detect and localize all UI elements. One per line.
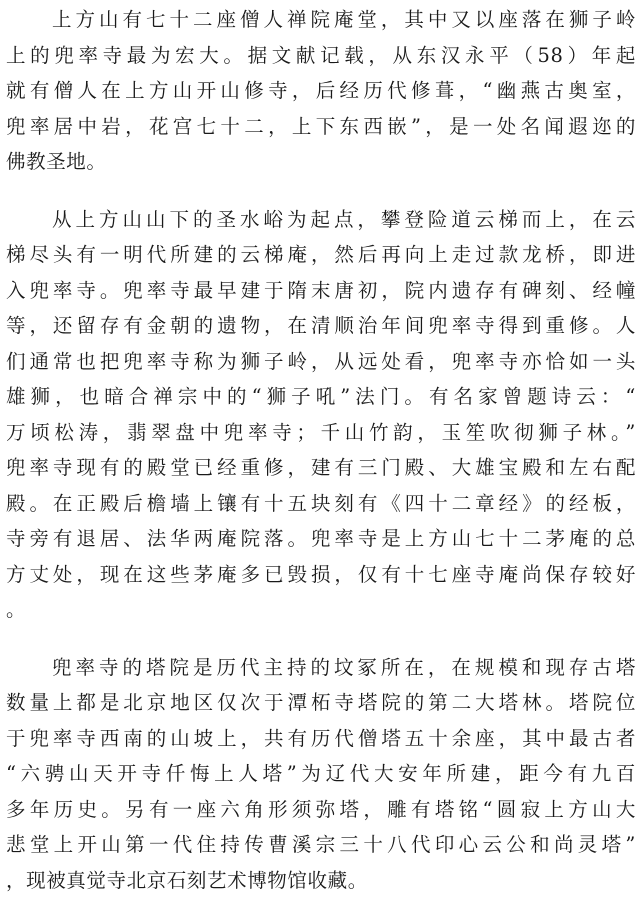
text-line: 从上方山山下的圣水峪为起点，攀登险道云梯而上，在云: [6, 202, 636, 238]
text-line: 等，还留存有金朝的遗物，在清顺治年间兜率寺得到重修。人: [6, 308, 636, 344]
text-line: 兜率居中岩，花宫七十二，上下东西嵌”，是一处名闻遐迩的: [6, 109, 636, 145]
text-line: 悲堂上开山第一代住持传曹溪宗三十八代印心云公和尚灵塔”: [6, 827, 636, 863]
text-line: 入兜率寺。兜率寺最早建于隋末唐初，院内遗存有碑刻、经幢: [6, 273, 636, 309]
paragraph-1: [6, 2, 636, 180]
text-line: 殿。在正殿后檐墙上镶有十五块刻有《四十二章经》的经板，: [6, 486, 636, 522]
text-line: “六骋山天开寺仟悔上人塔”为辽代大安年所建，距今有九百: [6, 756, 636, 792]
text-line: 上的兜率寺最为宏大。据文献记载，从东汉永平（58）年起: [6, 38, 636, 74]
text-line: 就有僧人在上方山开山修寺，后经历代修葺，“幽燕古奥室，: [6, 73, 636, 109]
text-line: 万顷松涛，翡翠盘中兜率寺；千山竹韵，玉笙吹彻狮子林。”: [6, 415, 636, 451]
paragraph-3: [6, 650, 636, 898]
text-line: 寺旁有退居、法华两庵院落。兜率寺是上方山七十二茅庵的总: [6, 521, 636, 557]
text-line: 兜率寺的塔院是历代主持的坟冢所在，在规模和现存古塔: [6, 650, 636, 686]
text-line: 于兜率寺西南的山坡上，共有历代僧塔五十余座，其中最古者: [6, 721, 636, 757]
text-line: 多年历史。另有一座六角形须弥塔，雕有塔铭“圆寂上方山大: [6, 792, 636, 828]
paragraph-2: [6, 202, 636, 628]
text-line: 方丈处，现在这些茅庵多已毁损，仅有十七座寺庵尚保存较好: [6, 557, 636, 593]
text-line: 们通常也把兜率寺称为狮子岭，从远处看，兜率寺亦恰如一头: [6, 344, 636, 380]
text-line: 上方山有七十二座僧人禅院庵堂，其中又以座落在狮子岭: [6, 2, 636, 38]
text-line: 兜率寺现有的殿堂已经重修，建有三门殿、大雄宝殿和左右配: [6, 450, 636, 486]
text-line: 。: [6, 592, 636, 628]
text-line: ，现被真觉寺北京石刻艺术博物馆收藏。: [6, 863, 636, 898]
text-line: 数量上都是北京地区仅次于潭柘寺塔院的第二大塔林。塔院位: [6, 685, 636, 721]
text-line: 雄狮，也暗合禅宗中的“狮子吼”法门。有名家曾题诗云：“: [6, 379, 636, 415]
text-line: 梯尽头有一明代所建的云梯庵，然后再向上走过款龙桥，即进: [6, 237, 636, 273]
text-line: 佛教圣地。: [6, 144, 636, 180]
